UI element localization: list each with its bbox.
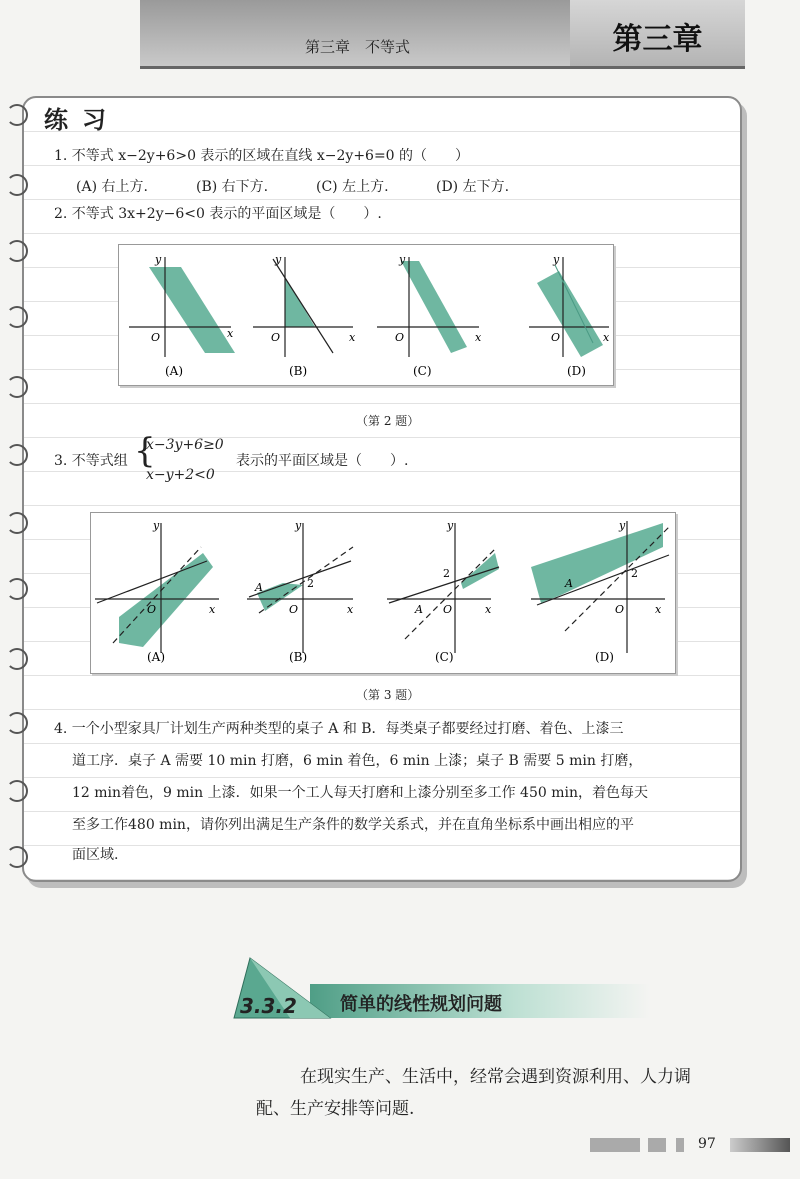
q3-label-b: (B) xyxy=(289,650,308,664)
axis-x-label: x xyxy=(485,603,492,616)
page-number: 97 xyxy=(698,1136,716,1152)
origin-label: O xyxy=(151,331,161,344)
origin-label: O xyxy=(271,331,281,344)
q3-figure xyxy=(90,512,676,674)
ring-icon xyxy=(6,376,28,398)
ring-icon xyxy=(6,648,28,670)
ring-icon xyxy=(6,104,28,126)
q1-option-a: (A) 右上方. xyxy=(76,179,148,195)
axis-x-label: x xyxy=(347,603,354,616)
ring-icon xyxy=(6,240,28,262)
q3-prefix: 3. 不等式组 xyxy=(54,453,128,469)
body-line: 在现实生产、生活中，经常会遇到资源利用、人力调 xyxy=(300,1067,691,1087)
question-4-line: 12 min着色，9 min 上漆．如果一个工人每天打磨和上漆分别至多工作 450 min，着色每天 xyxy=(72,785,649,801)
q3-caption: （第 3 题） xyxy=(356,688,420,702)
axis-x-label: x xyxy=(209,603,216,616)
notebook-rings xyxy=(0,96,30,886)
q3-inequality-1: x−3y+6≥0 xyxy=(146,437,224,453)
chapter-badge: 第三章 xyxy=(570,0,745,66)
point-a-label: A xyxy=(415,603,423,616)
intercept-label: 2 xyxy=(631,567,638,580)
origin-label: O xyxy=(615,603,625,616)
q2-graph-b xyxy=(253,253,356,378)
axis-x-label: x xyxy=(349,331,356,344)
q3-graph-a xyxy=(95,519,219,664)
question-4-line: 至多工作480 min，请你列出满足生产条件的数学关系式，并在直角坐标系中画出相应的平 xyxy=(72,817,634,833)
q2-graphs xyxy=(119,245,613,385)
axis-x-label: x xyxy=(475,331,482,344)
origin-label: O xyxy=(147,603,157,616)
q1-option-d: (D) 左下方. xyxy=(436,179,510,195)
origin-label: O xyxy=(443,603,453,616)
brace-icon: { xyxy=(134,431,156,471)
chapter-line: 第三章 不等式 xyxy=(305,38,411,56)
question-4-line: 道工序．桌子 A 需要 10 min 打磨，6 min 着色，6 min 上漆；桌子 B 需要 5 min 打磨， xyxy=(72,753,643,769)
axis-y-label: y xyxy=(447,519,454,532)
axis-y-label: y xyxy=(399,253,406,266)
question-1: 1. 不等式 x−2y+6>0 表示的区域在直线 x−2y+6=0 的（ ） xyxy=(54,148,470,164)
q2-graph-a xyxy=(129,253,235,378)
q2-figure xyxy=(118,244,614,386)
origin-label: O xyxy=(289,603,299,616)
q3-inequality-2: x−y+2<0 xyxy=(146,467,215,483)
q3-graph-d xyxy=(531,519,669,664)
q1-option-b: (B) 右下方. xyxy=(196,179,269,195)
ring-icon xyxy=(6,846,28,868)
section-number: 3.3.2 xyxy=(240,994,297,1018)
point-a-label: A xyxy=(565,577,573,590)
ring-icon xyxy=(6,780,28,802)
axis-y-label: y xyxy=(155,253,162,266)
question-2: 2. 不等式 3x+2y−6<0 表示的平面区域是（ ）. xyxy=(54,206,382,222)
ring-icon xyxy=(6,306,28,328)
ring-icon xyxy=(6,578,28,600)
q3-graph-b xyxy=(247,519,354,664)
exercise-title: 练习 xyxy=(44,106,120,134)
question-4-line: 面区域. xyxy=(72,847,119,863)
q2-label-d: (D) xyxy=(567,364,586,378)
axis-x-label: x xyxy=(655,603,662,616)
origin-label: O xyxy=(395,331,405,344)
section-title: 简单的线性规划问题 xyxy=(340,994,502,1015)
axis-x-label: x xyxy=(227,327,234,340)
axis-y-label: y xyxy=(553,253,560,266)
q2-label-a: (A) xyxy=(165,364,184,378)
footer-bar xyxy=(590,1138,640,1152)
q3-label-d: (D) xyxy=(595,650,614,664)
ring-icon xyxy=(6,444,28,466)
footer-bar xyxy=(648,1138,666,1152)
axis-y-label: y xyxy=(275,253,282,266)
intercept-label: 2 xyxy=(307,577,314,590)
q2-label-c: (C) xyxy=(413,364,432,378)
axis-x-label: x xyxy=(603,331,610,344)
q3-label-c: (C) xyxy=(435,650,454,664)
intercept-label: 2 xyxy=(443,567,450,580)
q3-graph-c xyxy=(387,519,499,664)
ring-icon xyxy=(6,174,28,196)
axis-y-label: y xyxy=(619,519,626,532)
axis-y-label: y xyxy=(295,519,302,532)
footer-bar xyxy=(676,1138,684,1152)
q2-graph-c xyxy=(377,253,482,378)
q3-graphs xyxy=(91,513,675,673)
q2-caption: （第 2 题） xyxy=(356,414,420,428)
chapter-header xyxy=(140,0,745,69)
q3-label-a: (A) xyxy=(147,650,166,664)
q1-option-c: (C) 左上方. xyxy=(316,179,389,195)
question-4-line: 4. 一个小型家具厂计划生产两种类型的桌子 A 和 B．每类桌子都要经过打磨、着色、上漆三 xyxy=(54,721,624,737)
footer-bar xyxy=(730,1138,790,1152)
ring-icon xyxy=(6,712,28,734)
ring-icon xyxy=(6,512,28,534)
axis-y-label: y xyxy=(153,519,160,532)
point-a-label: A xyxy=(255,581,263,594)
body-line: 配、生产安排等问题. xyxy=(256,1099,415,1119)
q3-suffix: 表示的平面区域是（ ）. xyxy=(236,453,409,469)
q2-graph-d xyxy=(529,253,610,378)
origin-label: O xyxy=(551,331,561,344)
q2-label-b: (B) xyxy=(289,364,308,378)
